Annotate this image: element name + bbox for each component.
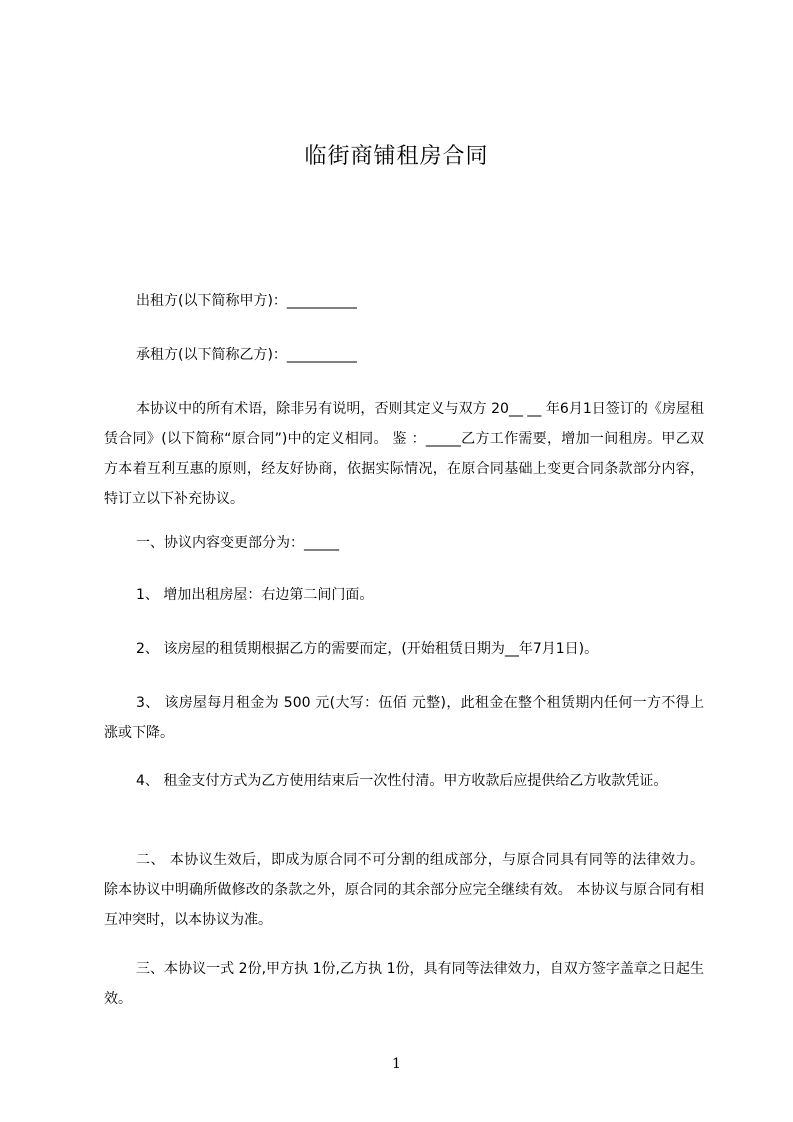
section-2-paragraph: 二、 本协议生效后，即成为原合同不可分割的组成部分，与原合同具有同等的法律效力。 除本协议中明确所做修改的条款之外，原合同的其余部分应完全继续有效。 本协议与原合同有相互冲突时，以本协议为准。 — [104, 852, 704, 928]
clause-item-3: 3、 该房屋每月租金为 500 元(大写：伍佰 元整)，此租金在整个租赁期内任何一方不得上涨或下降。 — [104, 695, 704, 741]
intro-paragraph: 本协议中的所有术语，除非另有说明，否则其定义与双方 20__ __ 年6月1日签订的《房屋租赁合同》(以下简称“原合同”)中的定义相同。 鉴 ：_____乙方工作需要，增加一间租房。甲乙双方本着互利互惠的原则，经友好协商，依据实际情况，在原合同基础上变更合同条款部分内容，特订立以下补充协议。 — [104, 401, 704, 507]
page-number: 1 — [392, 1056, 401, 1072]
clause-item-1: 1、 增加出租房屋：右边第二间门面。 — [136, 587, 374, 603]
section-1-heading: 一、协议内容变更部分为：_____ — [136, 535, 339, 551]
document-title: 临街商铺租房合同 — [304, 144, 489, 169]
lessee-line: 承租方(以下简称乙方)：__________ — [136, 347, 357, 363]
section-3-paragraph: 三、本协议一式 2份,甲方执 1份,乙方执 1份，具有同等法律效力，自双方签字盖章之日起生效。 — [104, 961, 704, 1007]
lessor-line: 出租方(以下简称甲方)：__________ — [136, 293, 357, 309]
clause-item-4: 4、 租金支付方式为乙方使用结束后一次性付清。甲方收款后应提供给乙方收款凭证。 — [136, 773, 668, 789]
clause-item-2: 2、 该房屋的租赁期根据乙方的需要而定，(开始租赁日期为__年7月1日)。 — [136, 641, 599, 657]
